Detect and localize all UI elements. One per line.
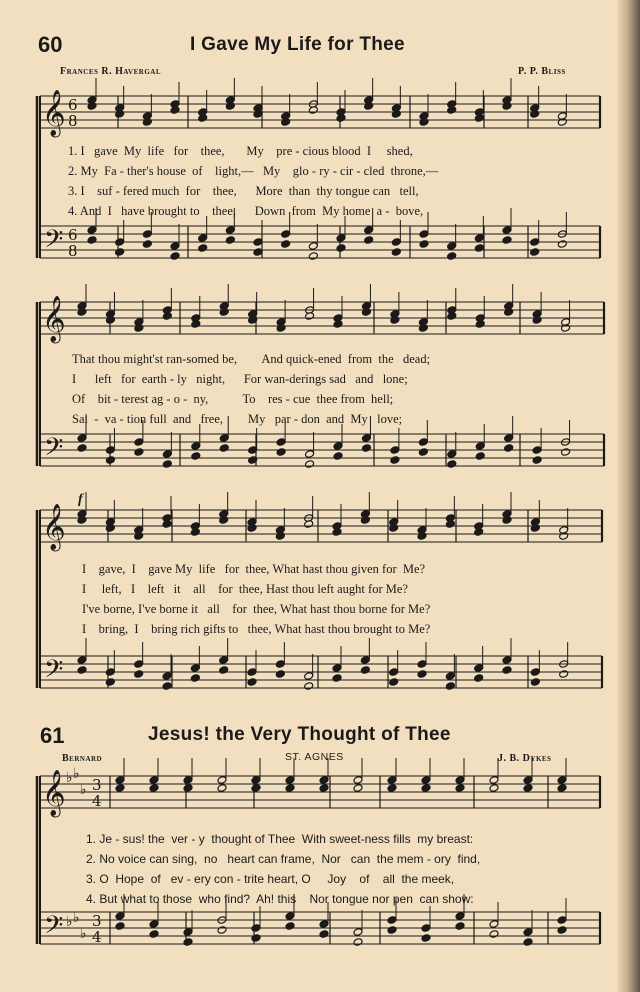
- note-head: [308, 242, 318, 251]
- note-head: [333, 442, 343, 451]
- note-head: [190, 674, 200, 683]
- note-head: [198, 114, 208, 123]
- lyric-line: Sal - va - tion full and free, My par - don and My love;: [72, 412, 403, 426]
- note-head: [447, 450, 457, 459]
- note-head: [447, 252, 457, 261]
- note-head: [390, 316, 400, 325]
- note-head: [504, 308, 514, 317]
- note-head: [389, 668, 399, 677]
- lyric-line: Of bit - terest ag - o - ny, To res - cue thee from hell;: [72, 392, 394, 406]
- note-head: [251, 784, 261, 793]
- note-head: [557, 118, 567, 127]
- note-head: [285, 784, 295, 793]
- note-head: [332, 664, 342, 673]
- time-signature: 3: [92, 776, 102, 794]
- note-head: [304, 672, 314, 681]
- note-head: [251, 776, 261, 785]
- note-head: [504, 444, 514, 453]
- note-head: [390, 446, 400, 455]
- note-head: [489, 930, 499, 939]
- note-head: [276, 324, 286, 333]
- note-head: [183, 776, 193, 785]
- note-head: [134, 438, 144, 447]
- treble-clef-icon: 𝄞: [42, 504, 66, 550]
- note-head: [319, 784, 329, 793]
- note-head: [251, 934, 261, 943]
- flat-icon: ♭: [80, 782, 87, 798]
- note-head: [332, 674, 342, 683]
- note-head: [455, 784, 465, 793]
- note-head: [162, 460, 172, 469]
- note-head: [190, 528, 200, 537]
- hymn-number: 61: [40, 723, 65, 748]
- note-head: [474, 114, 484, 123]
- lyric-line: 4. And I have brought to thee, Down from My home a - bove,: [68, 204, 424, 218]
- note-head: [523, 784, 533, 793]
- hymn-title: I Gave My Life for Thee: [190, 34, 405, 55]
- note-head: [559, 532, 569, 541]
- lyric-line: That thou might'st ran-somed be, And quick-ened from the dead;: [72, 352, 431, 366]
- note-head: [530, 110, 540, 119]
- composer-credit: J. B. Dykes: [498, 753, 552, 764]
- flat-icon: ♭: [80, 926, 87, 942]
- note-head: [530, 668, 540, 677]
- note-head: [219, 516, 229, 525]
- flat-icon: ♭: [73, 910, 80, 926]
- composer-credit: P. P. Bliss: [518, 66, 566, 77]
- note-head: [275, 670, 285, 679]
- note-head: [387, 926, 397, 935]
- note-head: [557, 926, 567, 935]
- note-head: [115, 922, 125, 931]
- note-head: [364, 236, 374, 245]
- note-head: [391, 248, 401, 257]
- note-head: [532, 316, 542, 325]
- note-head: [475, 442, 485, 451]
- author-credit: Frances R. Havergal: [60, 66, 161, 77]
- note-head: [183, 938, 193, 947]
- note-head: [447, 106, 457, 115]
- note-head: [561, 324, 571, 333]
- note-head: [336, 234, 346, 243]
- note-head: [281, 240, 291, 249]
- note-head: [105, 524, 115, 533]
- note-head: [105, 456, 115, 465]
- note-head: [183, 928, 193, 937]
- lyric-line: 2. No voice can sing, no heart can frame, Nor can the mem - ory find,: [86, 852, 481, 866]
- hymn-title: Jesus! the Very Thought of Thee: [148, 724, 451, 745]
- note-head: [557, 240, 567, 249]
- lyric-line: I gave, I gave My life for thee, What hast thou given for Me?: [82, 562, 426, 576]
- note-head: [455, 776, 465, 785]
- note-head: [361, 308, 371, 317]
- time-signature: 4: [92, 792, 102, 810]
- note-head: [353, 784, 363, 793]
- note-head: [219, 434, 229, 443]
- note-head: [170, 106, 180, 115]
- note-head: [105, 316, 115, 325]
- note-head: [389, 524, 399, 533]
- note-head: [523, 928, 533, 937]
- note-head: [557, 916, 567, 925]
- note-head: [360, 656, 370, 665]
- note-head: [308, 252, 318, 261]
- note-head: [502, 516, 512, 525]
- note-head: [504, 434, 514, 443]
- note-head: [389, 678, 399, 687]
- note-head: [557, 784, 567, 793]
- lyric-line: 1. Je - sus! the ver - y thought of Thee With sweet-ness fills my breast:: [86, 832, 474, 846]
- note-head: [332, 528, 342, 537]
- note-head: [217, 926, 227, 935]
- note-head: [474, 664, 484, 673]
- note-head: [530, 238, 540, 247]
- note-head: [77, 434, 87, 443]
- note-head: [445, 682, 455, 691]
- note-head: [530, 524, 540, 533]
- note-head: [247, 678, 257, 687]
- note-head: [360, 516, 370, 525]
- note-head: [142, 230, 152, 239]
- note-head: [530, 248, 540, 257]
- note-head: [191, 442, 201, 451]
- note-head: [115, 776, 125, 785]
- treble-clef-icon: 𝄞: [42, 770, 66, 816]
- note-head: [198, 234, 208, 243]
- note-head: [217, 784, 227, 793]
- note-head: [251, 924, 261, 933]
- note-head: [561, 448, 571, 457]
- note-head: [418, 324, 428, 333]
- note-head: [77, 666, 87, 675]
- note-head: [475, 320, 485, 329]
- note-head: [225, 236, 235, 245]
- note-head: [333, 320, 343, 329]
- bass-clef-icon: 𝄢: [44, 911, 64, 946]
- note-head: [149, 930, 159, 939]
- note-head: [361, 444, 371, 453]
- note-head: [502, 656, 512, 665]
- note-head: [455, 912, 465, 921]
- note-head: [225, 226, 235, 235]
- note-head: [419, 240, 429, 249]
- note-head: [418, 448, 428, 457]
- note-head: [134, 324, 144, 333]
- time-signature: 3: [92, 912, 102, 930]
- note-head: [502, 236, 512, 245]
- note-head: [502, 102, 512, 111]
- note-head: [142, 240, 152, 249]
- note-head: [190, 664, 200, 673]
- lyric-line: I left, I left it all for thee, Hast thou left aught for Me?: [82, 582, 408, 596]
- note-head: [105, 668, 115, 677]
- note-head: [532, 456, 542, 465]
- note-head: [87, 226, 97, 235]
- note-head: [285, 776, 295, 785]
- note-head: [421, 784, 431, 793]
- dynamic-marking: f: [78, 492, 83, 507]
- note-head: [353, 938, 363, 947]
- note-head: [305, 460, 315, 469]
- note-head: [162, 450, 172, 459]
- note-head: [134, 670, 144, 679]
- note-head: [417, 532, 427, 541]
- note-head: [162, 672, 172, 681]
- lyric-line: 2. My Fa - ther's house of light,— My glo - ry - cir - cled throne,—: [68, 164, 439, 178]
- time-signature: 8: [68, 242, 78, 260]
- note-head: [149, 920, 159, 929]
- note-head: [77, 516, 87, 525]
- note-head: [219, 666, 229, 675]
- note-head: [281, 118, 291, 127]
- note-head: [275, 532, 285, 541]
- time-signature: 4: [92, 928, 102, 946]
- note-head: [387, 784, 397, 793]
- note-head: [557, 776, 567, 785]
- note-head: [447, 312, 457, 321]
- note-head: [391, 238, 401, 247]
- note-head: [308, 106, 318, 115]
- note-head: [418, 438, 428, 447]
- note-head: [77, 444, 87, 453]
- note-head: [219, 308, 229, 317]
- note-head: [419, 118, 429, 127]
- note-head: [149, 784, 159, 793]
- note-head: [142, 118, 152, 127]
- note-head: [530, 678, 540, 687]
- note-head: [247, 524, 257, 533]
- lyric-line: I left for earth - ly night, For wan-derings sad and lone;: [72, 372, 408, 386]
- note-head: [247, 668, 257, 677]
- note-head: [105, 678, 115, 687]
- note-head: [191, 320, 201, 329]
- note-head: [225, 102, 235, 111]
- note-head: [115, 912, 125, 921]
- note-head: [390, 456, 400, 465]
- note-head: [445, 672, 455, 681]
- note-head: [276, 448, 286, 457]
- time-signature: 6: [68, 226, 78, 244]
- note-head: [353, 928, 363, 937]
- note-head: [275, 660, 285, 669]
- note-head: [219, 444, 229, 453]
- note-head: [285, 912, 295, 921]
- note-head: [421, 924, 431, 933]
- note-head: [285, 922, 295, 931]
- note-head: [489, 784, 499, 793]
- note-head: [475, 452, 485, 461]
- note-head: [77, 656, 87, 665]
- note-head: [305, 312, 315, 321]
- note-head: [336, 114, 346, 123]
- tune-name: ST. AGNES: [285, 751, 344, 763]
- note-head: [87, 236, 97, 245]
- note-head: [162, 520, 172, 529]
- lyric-line: 3. O Hope of ev - ery con - trite heart, O Joy of all the meek,: [86, 872, 455, 886]
- note-head: [523, 776, 533, 785]
- note-head: [489, 776, 499, 785]
- note-head: [319, 930, 329, 939]
- note-head: [445, 520, 455, 529]
- note-head: [474, 234, 484, 243]
- note-head: [391, 110, 401, 119]
- note-head: [198, 244, 208, 253]
- flat-icon: ♭: [66, 770, 73, 786]
- note-head: [417, 660, 427, 669]
- note-head: [419, 230, 429, 239]
- lyric-line: 3. I suf - fered much for thee, More than thy tongue can tell,: [68, 184, 419, 198]
- flat-icon: ♭: [66, 914, 73, 930]
- note-head: [134, 660, 144, 669]
- note-head: [559, 670, 569, 679]
- hymn-number: 60: [38, 32, 63, 57]
- note-head: [360, 666, 370, 675]
- note-head: [276, 438, 286, 447]
- lyric-line: I've borne, I've borne it all for thee, What hast thou borne for Me?: [82, 602, 431, 616]
- note-head: [219, 656, 229, 665]
- note-head: [333, 452, 343, 461]
- note-head: [474, 528, 484, 537]
- note-head: [162, 682, 172, 691]
- note-head: [115, 238, 125, 247]
- note-head: [304, 520, 314, 529]
- note-head: [361, 434, 371, 443]
- note-head: [364, 102, 374, 111]
- note-head: [105, 446, 115, 455]
- note-head: [281, 230, 291, 239]
- note-head: [474, 674, 484, 683]
- note-head: [77, 308, 87, 317]
- lyric-line: I bring, I bring rich gifts to thee, What hast thou brought to Me?: [82, 622, 431, 636]
- note-head: [523, 938, 533, 947]
- bass-clef-icon: 𝄢: [44, 433, 64, 468]
- note-head: [304, 682, 314, 691]
- note-head: [162, 312, 172, 321]
- time-signature: 8: [68, 112, 78, 130]
- note-head: [502, 666, 512, 675]
- bass-clef-icon: 𝄢: [44, 225, 64, 260]
- note-head: [217, 776, 227, 785]
- note-head: [417, 670, 427, 679]
- author-credit: Bernard: [62, 753, 103, 764]
- note-head: [387, 776, 397, 785]
- note-head: [149, 776, 159, 785]
- note-head: [134, 448, 144, 457]
- note-head: [447, 460, 457, 469]
- lyric-line: 1. I gave My life for thee, My pre - cious blood I shed,: [68, 144, 413, 158]
- note-head: [115, 784, 125, 793]
- note-head: [191, 452, 201, 461]
- note-head: [134, 532, 144, 541]
- note-head: [353, 776, 363, 785]
- note-head: [170, 252, 180, 261]
- note-head: [532, 446, 542, 455]
- note-head: [447, 242, 457, 251]
- note-head: [364, 226, 374, 235]
- treble-clef-icon: 𝄞: [42, 90, 66, 136]
- note-head: [387, 916, 397, 925]
- note-head: [455, 922, 465, 931]
- note-head: [319, 776, 329, 785]
- note-head: [115, 110, 125, 119]
- flat-icon: ♭: [73, 766, 80, 782]
- note-head: [336, 244, 346, 253]
- note-head: [87, 102, 97, 111]
- note-head: [305, 450, 315, 459]
- note-head: [502, 226, 512, 235]
- time-signature: 6: [68, 96, 78, 114]
- note-head: [183, 784, 193, 793]
- bass-clef-icon: 𝄢: [44, 655, 64, 690]
- treble-clef-icon: 𝄞: [42, 296, 66, 342]
- note-head: [319, 920, 329, 929]
- note-head: [115, 248, 125, 257]
- note-head: [170, 242, 180, 251]
- note-head: [421, 776, 431, 785]
- lyric-line: 4. But what to those who find? Ah! this Nor tongue nor pen can show:: [86, 892, 474, 906]
- note-head: [474, 244, 484, 253]
- note-head: [421, 934, 431, 943]
- note-head: [489, 920, 499, 929]
